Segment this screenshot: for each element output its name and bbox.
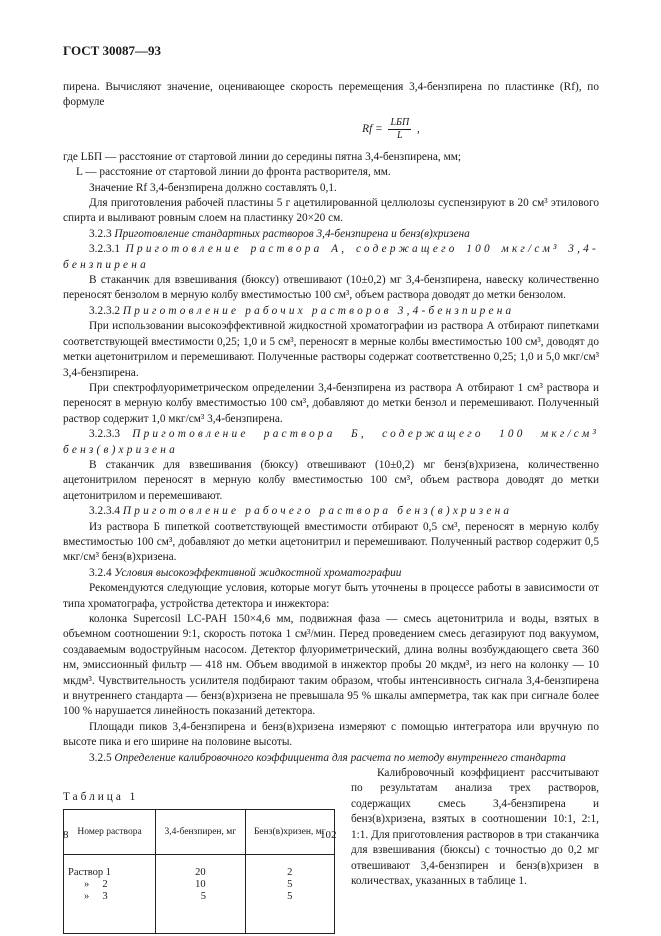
paragraph: Площади пиков 3,4-бензпирена и бенз(в)хризена измеряют с помощью интегратора или вручную по высоте пика и его ширине на половине высоты. <box>63 720 599 749</box>
paragraph: В стаканчик для взвешивания (бюксу) отвешивают (10±0,2) мг 3,4-бензпирена, навеску количественно переносят бензолом в мерную колбу вместимостью 100 см³, объем раствора доводят до метки бензолом. <box>63 274 599 302</box>
table-header-cell: Номер раствора <box>64 810 156 855</box>
table-caption: Таблица 1 <box>63 791 139 804</box>
section-title: Приготовление раствора Б, содержащего 100 мкг/см³ бенз(в)хризена <box>63 428 599 456</box>
section-heading <box>63 227 599 242</box>
paragraph: Из раствора Б пипеткой соответствующей вместимости отбирают 0,5 см³, переносят в мерную колбу вместимостью 100 см³, добавляют до метки ацетонитрил и перемешивают. Полученный раствор содержит 0,5 мкг/см³ бенз(в)хризена. <box>63 520 599 564</box>
paragraph: колонка Supercosil LC-PAH 150×4,6 мм, подвижная фаза — смесь ацетонитрила и воды, взятых в объемном соотношении 9:1, скорость потока 1 см³/мин. Перед проведением смесь дегазируют под вакуумом, создаваемым водоструйным насосом. Детектор флуориметрический, длина волны возбуждающего света 360 нм, эмиссионный фильтр — 418 нм. Объем вводимой в инжектор пробы 20 мкдм³, из него на колонку — 10 мкдм³. Чувствительность усилителя подбирают таким образом, чтобы интенсивность сигнала 3,4-бензпирена и внутреннего стандарта — бенз(в)хризена не превышала 95 % шкалы амперметра, так как при сигнале более 100 % нарушается линейность показаний детектора. <box>63 613 599 718</box>
paragraph: Для приготовления рабочей пластины 5 г ацетилированной целлюлозы суспензируют в 20 см³ этилового спирта и выливают ровным слоем на пластинку 20×20 см. <box>63 197 599 225</box>
intro-paragraph: пирена. Вычисляют значение, оценивающее скорость перемещения 3,4-бензпирена по пластинке (Rf), по формуле <box>63 81 599 109</box>
table-cell <box>64 855 156 934</box>
cell-text: 20 <box>195 867 206 879</box>
data-table <box>63 809 335 934</box>
section-title: Приготовление рабочего раствора бенз(в)хризена <box>122 505 513 518</box>
cell-text: 5 <box>287 879 293 891</box>
table-cell <box>245 855 334 934</box>
subsection-heading <box>63 304 599 319</box>
section-title: Приготовление рабочих растворов 3,4-бензпирена <box>122 304 515 317</box>
page-number-left: 8 <box>63 829 69 841</box>
section-number: 3.2.5 <box>89 751 112 764</box>
cell-text: 5 <box>200 891 206 903</box>
paragraph: В стаканчик для взвешивания (бюксу) отвешивают (10±0,2) мг бенз(в)хризена, количественно ацетонитрилом переносят в мерную колбу вместимостью 100 см³, объем раствора доводят до метки ацетонитрилом и перемешивают. <box>63 458 599 502</box>
rf-formula <box>63 117 599 142</box>
cell-text: Раствор 1 <box>68 867 112 879</box>
section-title: Условия высокоэффективной жидкостной хроматографии <box>114 566 402 579</box>
paragraph: При использовании высокоэффективной жидкостной хроматографии из раствора А отбирают пипетками соответствующей вместимости 0,25; 1,0 и 5 см³, переносят в мерные колбы вместимостью 100 см³, доводят до метки ацетонитрилом и перемешивают. Полученные растворы содержат соответственно 0,25; 1,0 и 5,0 мкг/см³ 3,4-бензпирена. <box>63 320 599 379</box>
table-header-cell: 3,4-бензпирен, мг <box>156 810 245 855</box>
table-cell <box>156 855 245 934</box>
table-side-text <box>349 766 599 934</box>
subsection-heading <box>63 242 599 273</box>
section-number: 3.2.3.2 <box>89 304 121 317</box>
cell-text: 5 <box>287 891 293 903</box>
paragraph: Значение Rf 3,4-бензпирена должно составлять 0,1. <box>89 181 337 194</box>
paragraph: При спектрофлуориметрическом определении 3,4-бензпирена из раствора А отбирают 1 см³ раствора и переносят в мерную колбу вместимостью 100 см³, добавляют до метки бензол и перемешивают. Полученный раствор содержит 1,0 мкг/см³ 3,4-бензпирена. <box>63 381 599 425</box>
table-header-cell: Бенз(в)хризен, мг <box>245 810 334 855</box>
section-number: 3.2.3.1 <box>89 243 121 256</box>
page-number-center: 102 <box>320 829 337 841</box>
formula-lhs: Rf = <box>362 122 386 135</box>
paragraph: Рекомендуются следующие условия, которые могут быть уточнены в процессе работы в зависимости от типа хроматографа, устройства детектора и инжектора: <box>63 582 599 610</box>
section-number: 3.2.4 <box>89 566 112 579</box>
subsection-heading <box>63 504 599 519</box>
section-heading <box>63 751 599 766</box>
cell-text: » 3 <box>84 891 108 903</box>
section-heading <box>63 566 599 581</box>
section-number: 3.2.3.3 <box>89 428 121 441</box>
table-and-text <box>63 766 599 934</box>
formula-numerator: LБП <box>390 116 410 128</box>
table-row <box>64 855 335 934</box>
section-number: 3.2.3 <box>89 227 112 240</box>
cell-text: » 2 <box>84 879 108 891</box>
formula-denominator: L <box>397 129 403 141</box>
section-title: Приготовление раствора А, содержащего 100 мкг/см³ 3,4-бензпирена <box>63 243 599 271</box>
formula-fraction <box>388 117 411 142</box>
document-header: ГОСТ 30087—93 <box>63 43 162 58</box>
cell-text: 2 <box>287 867 293 879</box>
section-title: Определение калибровочного коэффициента для расчета по методу внутреннего стандарта <box>114 751 566 764</box>
table-header-row <box>64 810 335 855</box>
definition-lbp: где LБП — расстояние от стартовой линии до середины пятна 3,4-бензпирена, мм; <box>63 150 462 163</box>
paragraph: Калибровочный коэффициент рассчитывают по результатам анализа трех растворов, содержащих смесь 3,4-бензпирена и бенз(в)хризена, взятых в соотношении 10:1, 2:1, 1:1. Для приготовления растворов в три стаканчика для взвешивания (бюксы) с точностью до 0,2 мг отвешивают 3,4-бензпирен и бенз(в)хризен в количествах, указанных в таблице 1. <box>351 767 599 887</box>
section-number: 3.2.3.4 <box>89 505 121 518</box>
formula-tail: , <box>414 122 420 135</box>
document-body <box>63 80 599 934</box>
definition-l: L — расстояние от стартовой линии до фронта растворителя, мм. <box>76 166 391 179</box>
subsection-heading <box>63 427 599 458</box>
section-title: Приготовление стандартных растворов 3,4-бензпирена и бенз(в)хризена <box>114 227 470 240</box>
table-block <box>63 766 349 934</box>
cell-text: 10 <box>195 879 206 891</box>
